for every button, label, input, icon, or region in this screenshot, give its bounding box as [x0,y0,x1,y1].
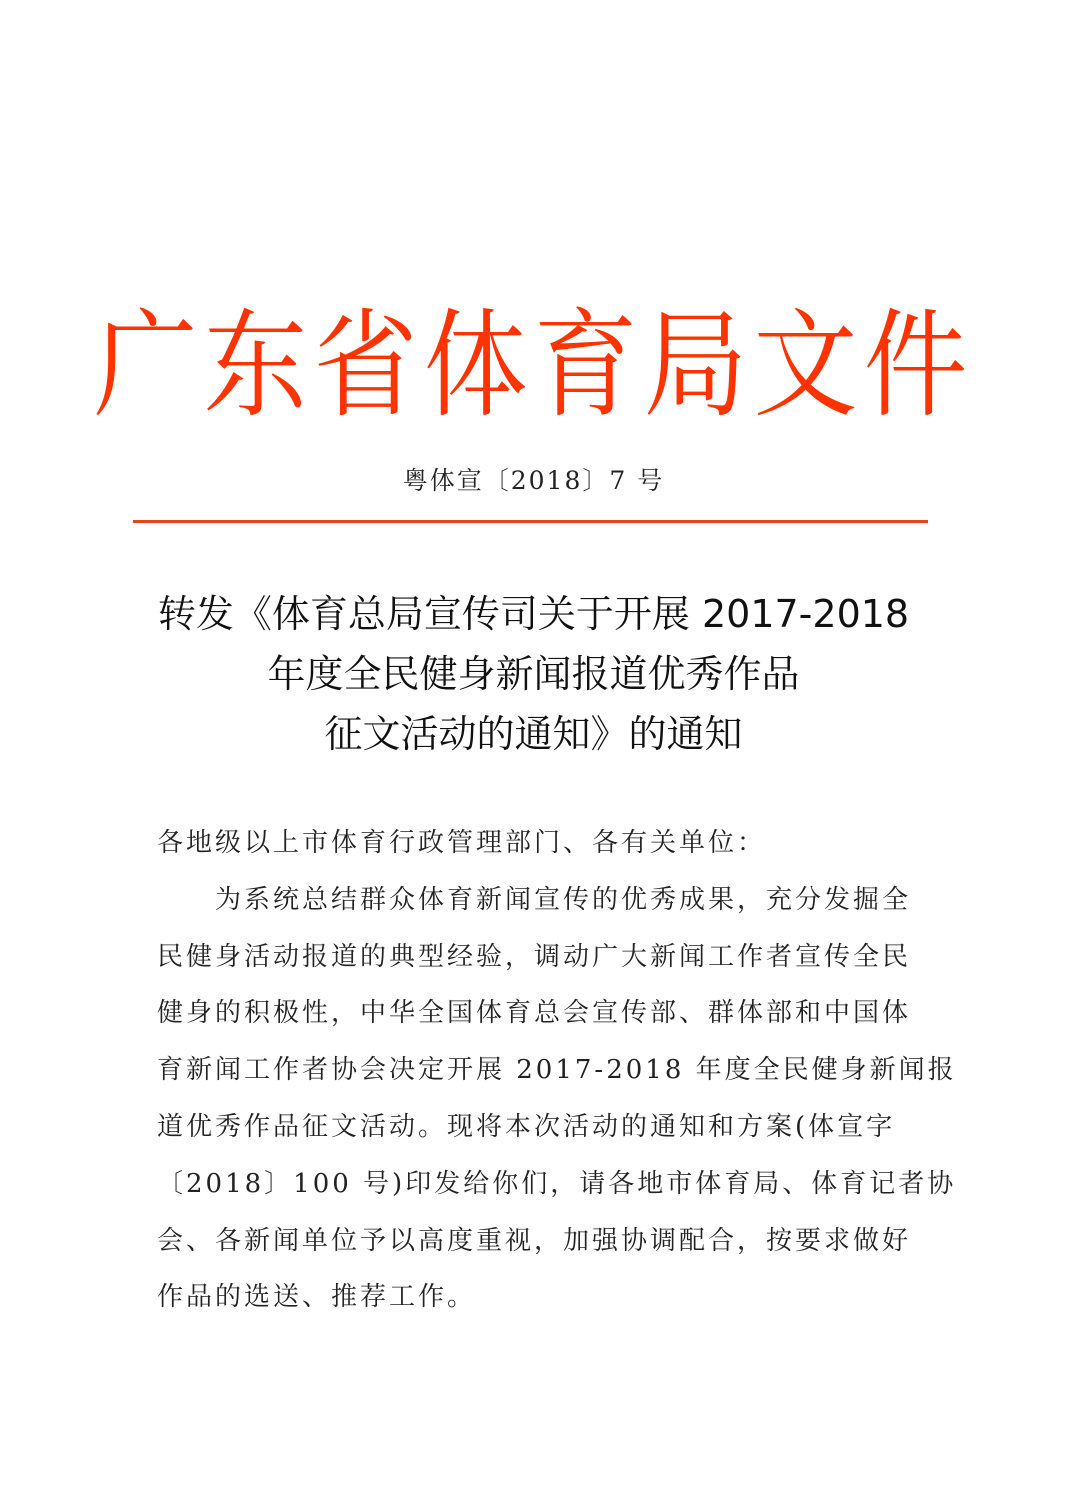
body-line: 作品的选送、推荐工作。 [157,1282,477,1313]
title-line: 征文活动的通知》的通知 [324,712,743,756]
body-line: 民健身活动报道的典型经验，调动广大新闻工作者宣传全民 [157,941,912,972]
body-line: 为系统总结群众体育新闻宣传的优秀成果，充分发掘全 [215,884,912,915]
salutation: 各地级以上市体育行政管理部门、各有关单位： [157,828,767,858]
title-line: 转发《体育总局宣传司关于开展 2017-2018 [157,592,910,636]
document-title [120,584,947,764]
body-line: 健身的积极性，中华全国体育总会宣传部、群体部和中国体 [157,998,912,1029]
red-separator-line [133,520,928,523]
body-line: 育新闻工作者协会决定开展 2017-2018 年度全民健身新闻报 [157,1055,957,1086]
body-line: 道优秀作品征文活动。现将本次活动的通知和方案(体宣字 [157,1111,896,1142]
title-line: 年度全民健身新闻报道优秀作品 [267,652,800,696]
issuing-authority-header: 广东省体育局文件 [93,296,974,434]
body-line: 会、各新闻单位予以高度重视，加强协调配合，按要求做好 [157,1225,912,1256]
document-number: 粤体宣〔2018〕7 号 [402,466,665,495]
document-body [157,815,957,1326]
body-line: 〔2018〕100 号)印发给你们，请各地市体育局、体育记者协 [157,1168,957,1199]
